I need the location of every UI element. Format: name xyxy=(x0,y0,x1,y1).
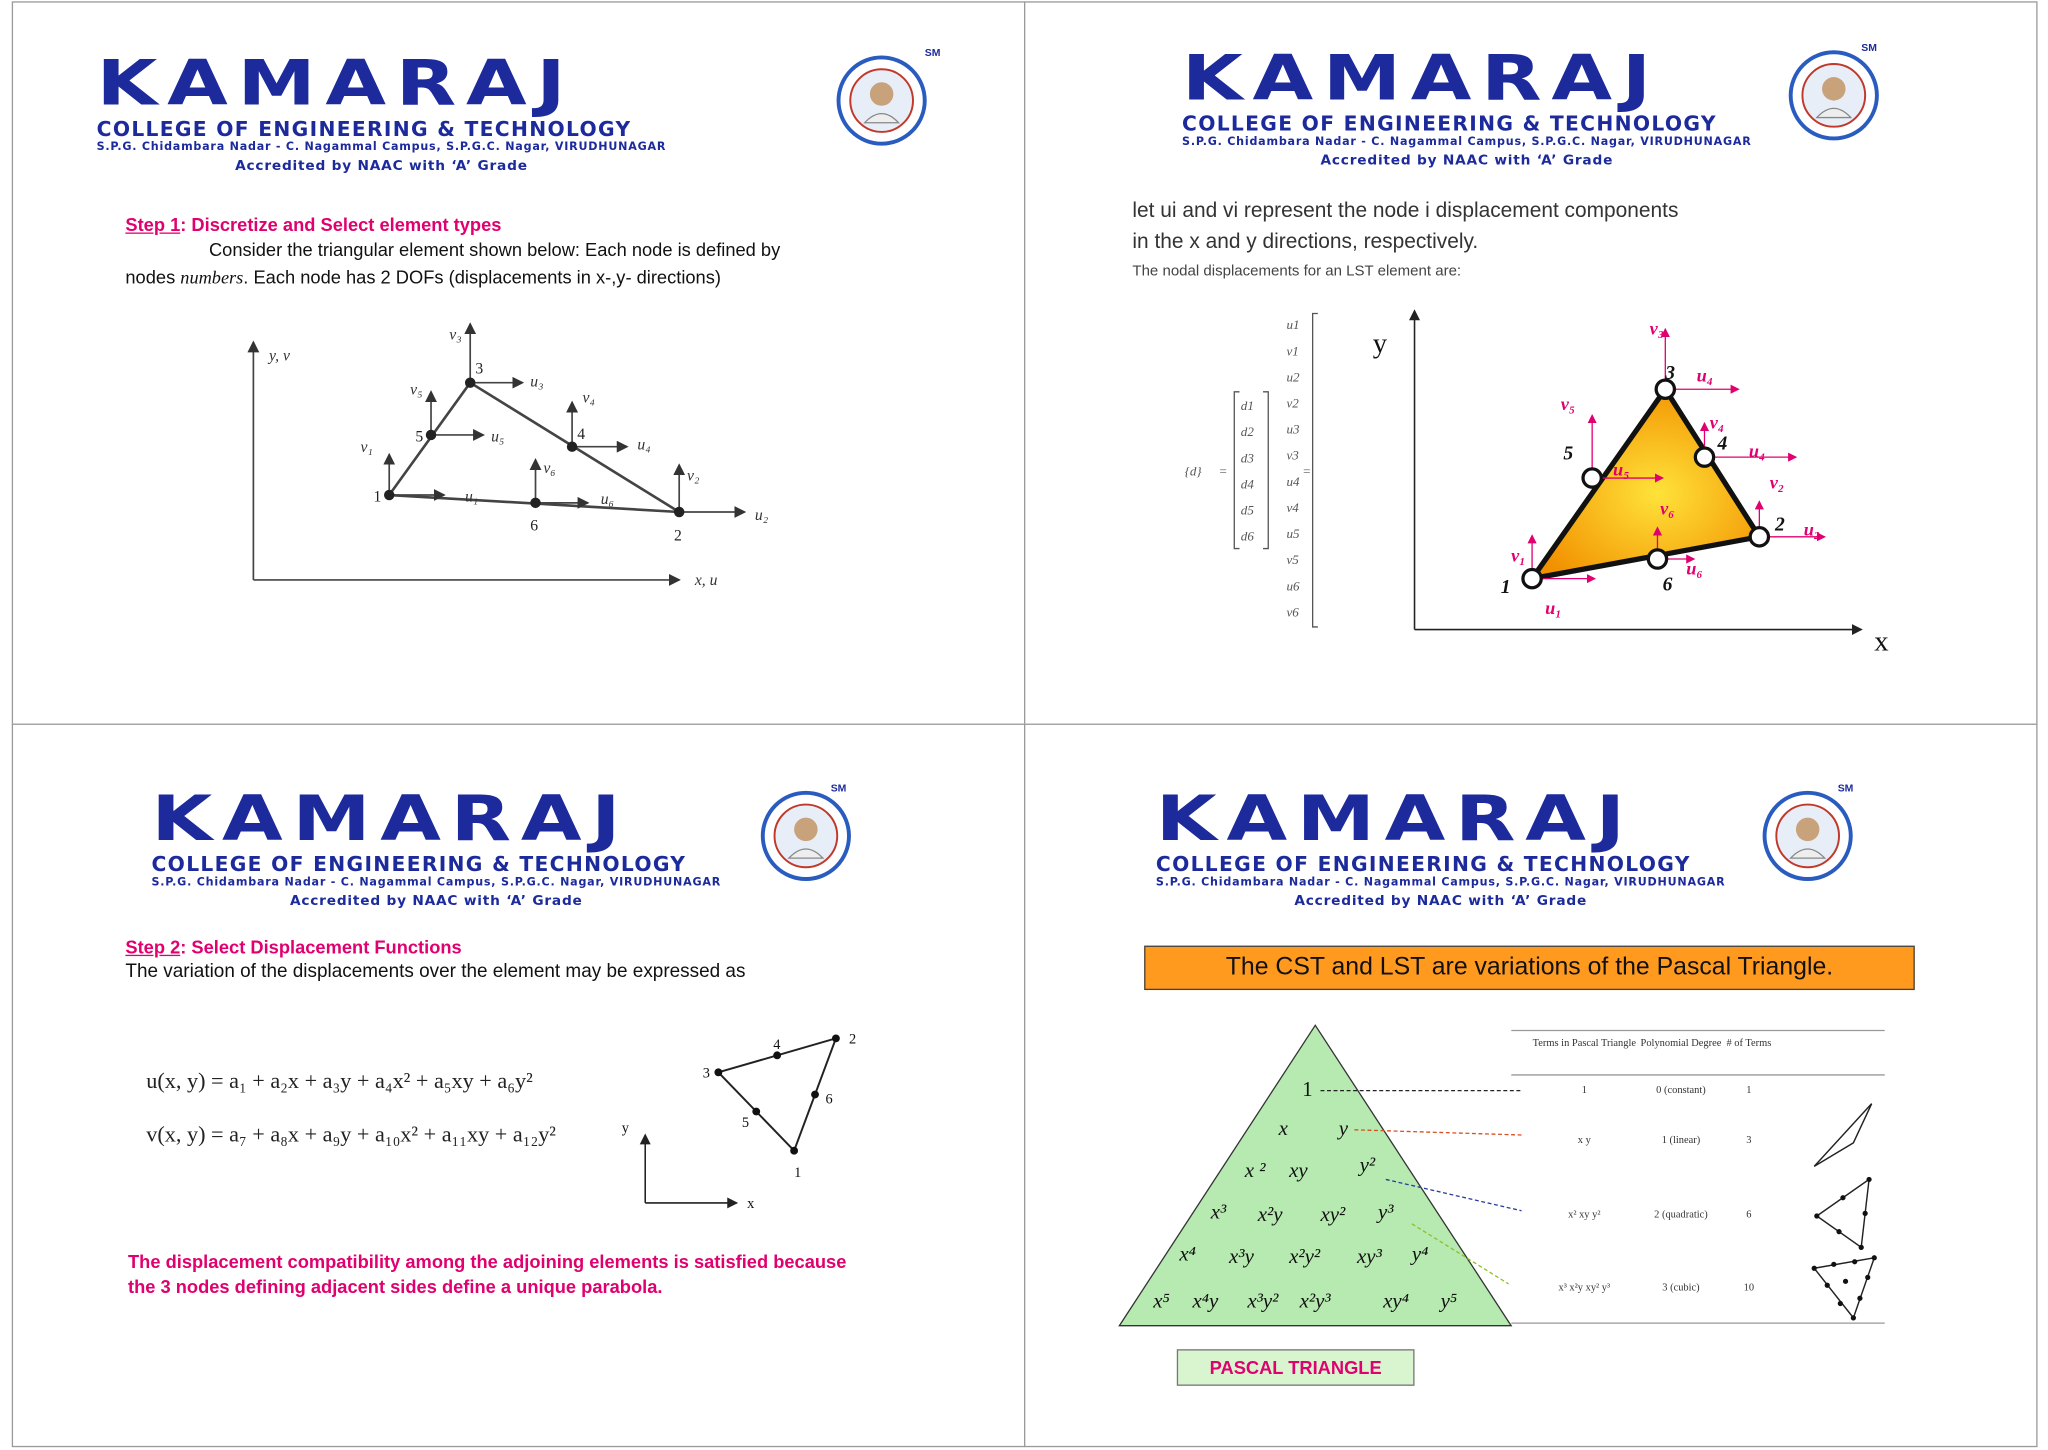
svg-text:6: 6 xyxy=(1662,574,1673,596)
logo-college: COLLEGE OF ENGINEERING & TECHNOLOGY xyxy=(1155,852,1691,877)
table-cell: 2 (quadratic) xyxy=(1654,1209,1708,1221)
svg-text:y³: y³ xyxy=(1377,1199,1394,1224)
svg-text:xy²: xy² xyxy=(1320,1202,1346,1227)
body-line-2c: . Each node has 2 DOFs (displacements in x-,y- directions) xyxy=(243,266,721,288)
svg-text:x⁵: x⁵ xyxy=(1153,1288,1170,1313)
logo-address: S.P.G. Chidambara Nadar - C. Nagammal Campus, S.P.G.C. Nagar, VIRUDHUNAGAR xyxy=(151,876,722,890)
logo-address: S.P.G. Chidambara Nadar - C. Nagammal Campus, S.P.G.C. Nagar, VIRUDHUNAGAR xyxy=(1155,876,1726,890)
sm-mark: SM xyxy=(830,782,847,795)
step-label: Step 2 xyxy=(125,936,181,958)
table-header-terms: Terms in Pascal Triangle xyxy=(1532,1038,1637,1050)
svg-text:xy³: xy³ xyxy=(1357,1244,1382,1269)
svg-text:x ²: x ² xyxy=(1244,1157,1266,1182)
uv-item: u1 xyxy=(1286,317,1300,333)
svg-text:y⁵: y⁵ xyxy=(1440,1288,1458,1313)
svg-text:5: 5 xyxy=(741,1115,750,1132)
d-1: d1 xyxy=(1240,398,1254,414)
body-line-2: in the x and y directions, respectively. xyxy=(1132,231,1479,254)
axis-x-label: x xyxy=(1874,625,1889,658)
svg-text:xy: xy xyxy=(1289,1157,1308,1182)
logo-college: COLLEGE OF ENGINEERING & TECHNOLOGY xyxy=(96,117,632,142)
d-6: d6 xyxy=(1240,528,1254,544)
node-4: 4 xyxy=(577,425,586,443)
uv-column xyxy=(1287,317,1301,619)
node-2: 2 xyxy=(673,527,682,545)
compatibility-note: The displacement compatibility among the adjoining elements is satisfied because the 3 nodes defining adjacent sides define a unique parabola. xyxy=(127,1251,847,1297)
college-logo xyxy=(1182,41,1752,169)
svg-text:v₁: v₁ xyxy=(1511,545,1526,566)
svg-text:xy⁴: xy⁴ xyxy=(1383,1288,1409,1313)
svg-text:y⁴: y⁴ xyxy=(1411,1241,1429,1266)
svg-text:x⁴: x⁴ xyxy=(1179,1241,1196,1266)
uv-item: v2 xyxy=(1286,395,1299,411)
svg-text:3: 3 xyxy=(702,1065,710,1082)
axis-y-label: y xyxy=(1372,327,1388,360)
svg-text:=: = xyxy=(1302,463,1312,479)
pascal-triangle-figure xyxy=(1117,1023,1522,1331)
node-6: 6 xyxy=(530,517,539,535)
svg-text:v₄: v₄ xyxy=(1709,412,1725,433)
body-line-1: The variation of the displacements over the element may be expressed as xyxy=(125,961,746,983)
body-line-2 xyxy=(125,266,721,290)
node-1: 1 xyxy=(373,488,382,506)
svg-text:u₂: u₂ xyxy=(1803,519,1821,540)
slide-3 xyxy=(12,724,1026,1448)
svg-text:u₂: u₂ xyxy=(754,506,769,524)
svg-text:v₅: v₅ xyxy=(1560,394,1576,415)
axis-x-label: x xyxy=(747,1196,755,1213)
svg-text:3: 3 xyxy=(1665,362,1676,384)
svg-text:{d}: {d} xyxy=(1184,463,1202,479)
table-cell: 6 xyxy=(1746,1209,1752,1221)
table-header-count: # of Terms xyxy=(1726,1038,1772,1050)
uv-item: u2 xyxy=(1286,369,1300,385)
uv-item: u4 xyxy=(1286,473,1300,489)
svg-text:1: 1 xyxy=(794,1164,802,1181)
svg-text:4: 4 xyxy=(1717,433,1728,455)
table-header-degree: Polynomial Degree xyxy=(1640,1038,1722,1050)
table-cell: 1 xyxy=(1746,1085,1752,1097)
uv-item: u6 xyxy=(1286,578,1300,594)
svg-text:u₁: u₁ xyxy=(464,488,479,506)
logo-address: S.P.G. Chidambara Nadar - C. Nagammal Campus, S.P.G.C. Nagar, VIRUDHUNAGAR xyxy=(96,141,667,155)
svg-text:5: 5 xyxy=(1563,443,1574,465)
logo-accreditation: Accredited by NAAC with ‘A’ Grade xyxy=(289,893,583,910)
step-heading xyxy=(125,214,501,235)
svg-text:v₃: v₃ xyxy=(1649,318,1665,339)
college-seal-icon xyxy=(1788,50,1879,141)
svg-text:x²y²: x²y² xyxy=(1289,1244,1321,1269)
table-cell: 0 (constant) xyxy=(1656,1085,1706,1097)
step-heading xyxy=(125,936,461,957)
svg-text:x⁴y: x⁴y xyxy=(1192,1288,1219,1313)
body-line-2b: numbers xyxy=(180,269,244,289)
step-title: : Discretize and Select element types xyxy=(180,214,502,236)
uv-item: u3 xyxy=(1286,421,1300,437)
uv-item: v6 xyxy=(1286,604,1299,620)
body-line-3: The nodal displacements for an LST element are: xyxy=(1132,263,1462,280)
svg-text:x³y: x³y xyxy=(1229,1244,1254,1269)
svg-text:u₃: u₃ xyxy=(530,373,544,391)
uv-item: v3 xyxy=(1286,447,1299,463)
svg-text:2: 2 xyxy=(1775,514,1785,536)
uv-item: v1 xyxy=(1286,343,1299,359)
logo-accreditation: Accredited by NAAC with ‘A’ Grade xyxy=(1294,893,1588,910)
uv-item: v4 xyxy=(1286,499,1299,515)
college-logo xyxy=(1155,782,1726,910)
logo-address: S.P.G. Chidambara Nadar - C. Nagammal Campus, S.P.G.C. Nagar, VIRUDHUNAGAR xyxy=(1182,135,1752,149)
table-cell: x² xy y² xyxy=(1568,1209,1601,1221)
svg-text:u₅: u₅ xyxy=(1613,459,1630,480)
body-line-2a: nodes xyxy=(125,266,181,288)
svg-text:x²y: x²y xyxy=(1257,1202,1283,1227)
logo-college: COLLEGE OF ENGINEERING & TECHNOLOGY xyxy=(151,852,687,877)
logo-name: KAMARAJ xyxy=(96,47,576,121)
svg-text:v₆: v₆ xyxy=(543,459,556,477)
body-line-1: let ui and vi represent the node i displacement components xyxy=(1132,199,1679,223)
d-4: d4 xyxy=(1240,476,1254,492)
nodal-displacement-vector xyxy=(1177,308,1334,632)
logo-name: KAMARAJ xyxy=(1182,41,1661,115)
svg-text:v₆: v₆ xyxy=(1660,498,1675,519)
node-3: 3 xyxy=(475,360,484,378)
sm-mark: SM xyxy=(1861,41,1877,54)
axis-y-label: y, v xyxy=(269,347,290,365)
svg-text:x³: x³ xyxy=(1210,1199,1227,1224)
equation-v: v(x, y) = a₇ + a₈x + a₉y + a₁₀x² + a₁₁xy + a₁₂y² xyxy=(146,1121,556,1147)
svg-text:x²y³: x²y³ xyxy=(1299,1288,1331,1313)
svg-text:v₃: v₃ xyxy=(449,326,462,344)
sm-mark: SM xyxy=(924,47,941,59)
svg-text:v₂: v₂ xyxy=(1769,472,1785,493)
uv-item: u5 xyxy=(1286,526,1300,542)
svg-text:u₄: u₄ xyxy=(1748,441,1766,462)
sm-mark: SM xyxy=(1837,782,1854,795)
svg-text:v₂: v₂ xyxy=(687,467,700,485)
table-cell: 10 xyxy=(1743,1282,1755,1294)
college-seal-icon xyxy=(760,790,851,881)
step-title: : Select Displacement Functions xyxy=(180,936,462,958)
svg-text:u₆: u₆ xyxy=(600,491,615,509)
table-cell: 3 (cubic) xyxy=(1662,1282,1700,1294)
lst-element-figure xyxy=(1365,306,1901,661)
college-logo xyxy=(96,47,667,174)
svg-text:v₄: v₄ xyxy=(582,389,595,407)
svg-text:y: y xyxy=(1338,1116,1349,1141)
pascal-table xyxy=(1511,1025,1890,1333)
svg-text:u₆: u₆ xyxy=(1686,558,1703,579)
college-seal-icon xyxy=(1762,790,1853,881)
svg-text:u₄: u₄ xyxy=(1696,365,1714,386)
logo-college: COLLEGE OF ENGINEERING & TECHNOLOGY xyxy=(1182,112,1717,136)
svg-text:u₄: u₄ xyxy=(637,436,651,454)
table-cell: 1 xyxy=(1581,1085,1587,1097)
slide-1 xyxy=(12,1,1026,725)
svg-text:6: 6 xyxy=(825,1091,833,1108)
logo-name: KAMARAJ xyxy=(151,782,631,856)
slide-2 xyxy=(1024,1,2038,725)
step-label: Step 1 xyxy=(125,214,181,236)
svg-text:u₁: u₁ xyxy=(1545,597,1562,618)
d-3: d3 xyxy=(1240,450,1254,466)
triangle-element-figure xyxy=(235,311,784,598)
logo-accreditation: Accredited by NAAC with ‘A’ Grade xyxy=(1320,152,1614,169)
svg-text:x³y²: x³y² xyxy=(1247,1288,1279,1313)
d-5: d5 xyxy=(1240,502,1254,518)
pascal-triangle-label: PASCAL TRIANGLE xyxy=(1177,1349,1415,1386)
svg-text:u₅: u₅ xyxy=(491,428,505,446)
pascal-banner: The CST and LST are variations of the Pascal Triangle. xyxy=(1144,946,1915,990)
axis-x-label: x, u xyxy=(694,572,718,590)
college-seal-icon xyxy=(836,55,927,146)
svg-text:x: x xyxy=(1278,1116,1288,1141)
body-line-1: Consider the triangular element shown below: Each node is defined by xyxy=(208,239,781,260)
svg-text:v₅: v₅ xyxy=(410,381,423,399)
college-logo xyxy=(151,782,722,910)
d-2: d2 xyxy=(1240,424,1254,440)
logo-accreditation: Accredited by NAAC with ‘A’ Grade xyxy=(235,158,528,174)
svg-text:2: 2 xyxy=(848,1031,857,1048)
svg-text:4: 4 xyxy=(773,1036,781,1053)
logo-name: KAMARAJ xyxy=(1155,782,1635,856)
table-cell: 3 xyxy=(1746,1134,1752,1146)
slide-4 xyxy=(1024,724,2038,1448)
svg-text:y²: y² xyxy=(1359,1152,1376,1177)
table-cell: 1 (linear) xyxy=(1661,1134,1701,1146)
svg-text:v₁: v₁ xyxy=(360,438,373,456)
node-5: 5 xyxy=(415,428,424,446)
svg-text:=: = xyxy=(1218,463,1228,479)
equation-u: u(x, y) = a₁ + a₂x + a₃y + a₄x² + a₅xy + a₆y² xyxy=(146,1068,533,1094)
table-cell: x y xyxy=(1577,1134,1591,1146)
quadratic-element-figure xyxy=(614,1020,901,1216)
table-cell: x³ x²y xy² y³ xyxy=(1558,1282,1611,1294)
axis-y-label: y xyxy=(621,1120,629,1137)
svg-text:1: 1 xyxy=(1302,1076,1313,1101)
svg-text:1: 1 xyxy=(1500,576,1511,598)
uv-item: v5 xyxy=(1286,552,1299,568)
